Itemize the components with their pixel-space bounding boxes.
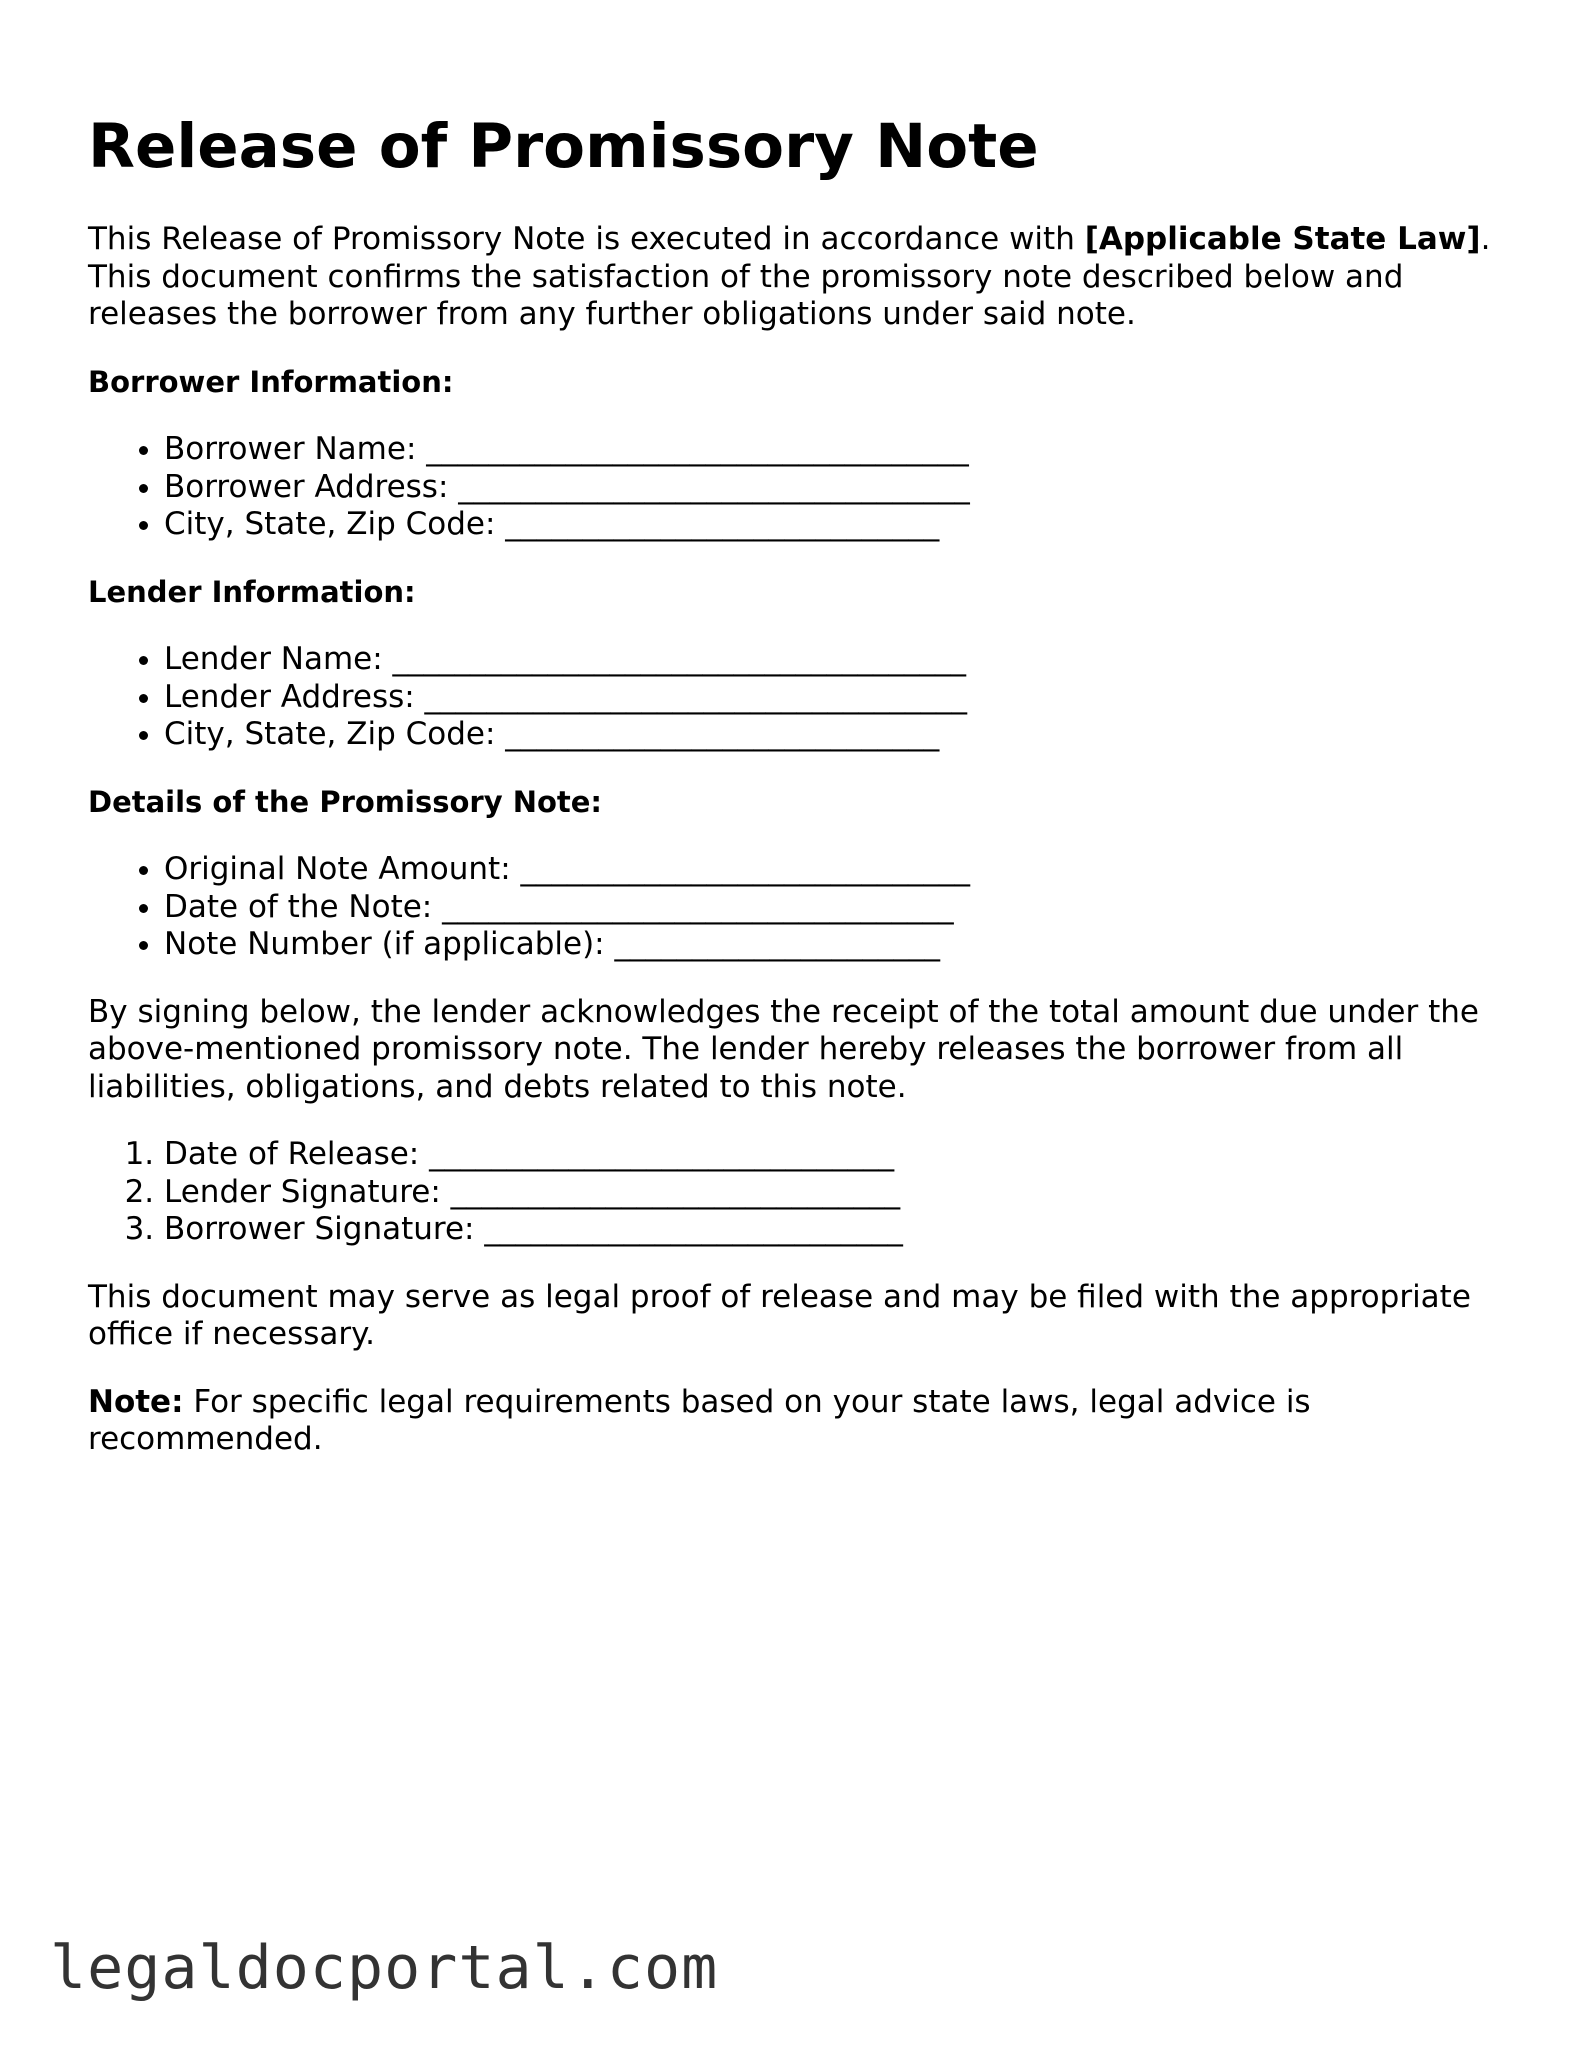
borrower-signature-field: 3. Borrower Signature: ___________________________ xyxy=(164,1211,1518,1249)
note-label: Note: xyxy=(88,1383,184,1420)
note-paragraph xyxy=(88,1384,1518,1459)
details-heading: Details of the Promissory Note: xyxy=(88,784,603,819)
lender-signature-field: 2. Lender Signature: _____________________________ xyxy=(164,1174,1518,1212)
acknowledgement-paragraph: By signing below, the lender acknowledges the receipt of the total amount due under the above-mentioned promissory note. The lender hereby releases the borrower from all liabilities, obligations, and debts related to this note. xyxy=(88,993,1479,1105)
date-of-note-field: • Date of the Note: _________________________________ xyxy=(164,889,1518,927)
note-text: For specific legal requirements based on your state laws, legal advice is recommended. xyxy=(88,1383,1311,1458)
borrower-name-field: • Borrower Name: ___________________________________ xyxy=(164,431,1518,469)
lender-name-field: • Lender Name: _____________________________________ xyxy=(164,641,1518,679)
site-watermark: legaldocportal.com xyxy=(50,1933,719,2003)
legal-proof-paragraph: This document may serve as legal proof of release and may be filed with the appropriate office if necessary. xyxy=(88,1278,1471,1353)
signature-list xyxy=(88,1136,1518,1249)
document-title: Release of Promissory Note xyxy=(88,111,1039,182)
details-list xyxy=(88,851,1518,964)
lender-heading: Lender Information: xyxy=(88,574,416,609)
borrower-list xyxy=(88,431,1518,544)
intro-text-before: This Release of Promissory Note is executed in accordance with xyxy=(88,221,1085,258)
applicable-law: [Applicable State Law] xyxy=(1084,221,1481,258)
original-note-amount-field: • Original Note Amount: _____________________________ xyxy=(164,851,1518,889)
lender-city-state-zip-field: • City, State, Zip Code: ____________________________ xyxy=(164,716,1518,754)
intro-paragraph xyxy=(88,221,1518,334)
lender-list xyxy=(88,641,1518,754)
date-of-release-field: 1. Date of Release: ______________________________ xyxy=(164,1136,1518,1174)
lender-address-field: • Lender Address: ___________________________________ xyxy=(164,679,1518,717)
document-page xyxy=(88,110,1518,1489)
intro-text-after: . This document confirms the satisfaction of the promissory note described below and releases the borrower from any further obligations under said note. xyxy=(88,221,1491,333)
borrower-city-state-zip-field: • City, State, Zip Code: ____________________________ xyxy=(164,506,1518,544)
borrower-heading: Borrower Information: xyxy=(88,364,454,399)
note-number-field: • Note Number (if applicable): _____________________ xyxy=(164,926,1518,964)
borrower-address-field: • Borrower Address: _________________________________ xyxy=(164,469,1518,507)
